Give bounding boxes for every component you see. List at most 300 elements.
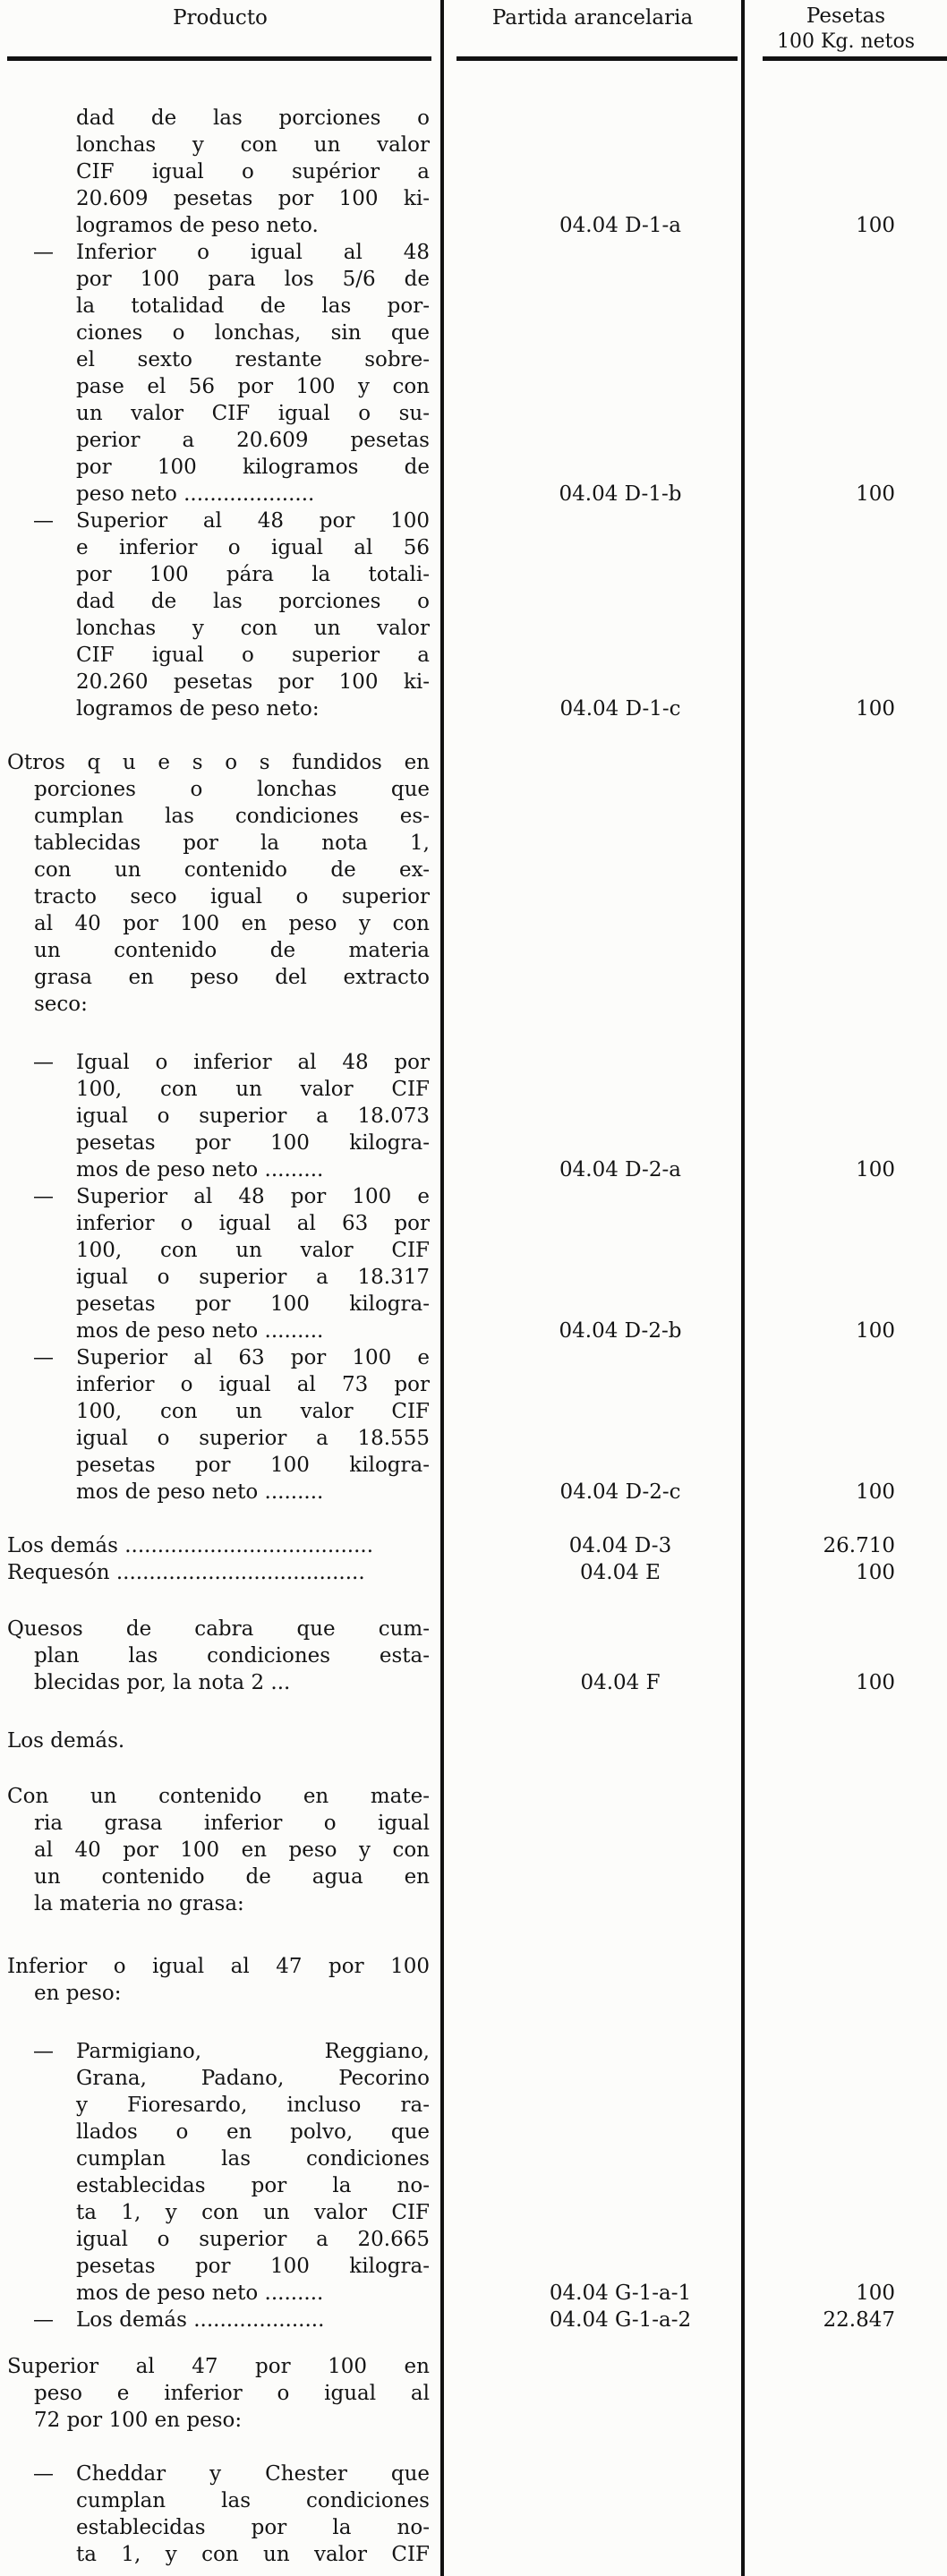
product-line-text: la materia no grasa: [34,1892,244,1915]
pesetas-cell [741,1616,947,1642]
product-line-text: ria grasa inferior o igual [34,1812,430,1835]
table-row [0,1532,947,1559]
partida-cell: 04.04 E [580,1561,661,1584]
pesetas-cell [741,2226,947,2253]
product-line-text: Con un contenido en mate- [7,1785,430,1808]
product-line-text: 72 por 100 en peso: [34,2409,243,2432]
product-cell [0,588,440,615]
dash-marker: — [33,1346,54,1369]
dash-marker: — [33,1185,54,1208]
pesetas-cell [741,1452,947,1479]
dash-marker: — [33,509,54,533]
table-row [0,1642,947,1669]
product-cell [0,749,440,776]
dash-marker: — [33,2462,54,2486]
table-row [0,266,947,293]
product-cell [0,1837,440,1864]
pesetas-cell: 100 [856,2282,895,2305]
product-cell [0,266,440,293]
pesetas-cell [741,158,947,185]
product-line-text: lonchas y con un valor [76,133,430,157]
product-line-text: 100, con un valor CIF [76,1078,430,1101]
header-partida-arancelaria: Partida arancelaria [491,6,694,30]
partida-cell [440,1398,741,1425]
product-line-text: Requesón ...................................... [7,1561,365,1584]
partida-cell [440,534,741,561]
product-cell [0,964,440,991]
product-line-text: Los demás ...................................... [7,1534,374,1557]
table-row [0,1237,947,1264]
table-row [0,1344,947,1371]
partida-cell: 04.04 G-1-a-2 [549,2308,692,2332]
product-cell [0,1642,440,1669]
product-line-text: Los demás .................... [76,2308,325,2332]
partida-cell: 04.04 F [580,1671,661,1694]
product-line-text: 100, con un valor CIF [76,1239,430,1262]
product-cell [0,2092,440,2119]
partida-cell [440,2172,741,2199]
product-cell [0,2461,440,2487]
pesetas-cell [741,1049,947,1076]
pesetas-cell: 100 [856,1158,895,1181]
table-row [0,1727,947,1754]
product-line-text: Superior al 48 por 100 e [76,1185,430,1208]
partida-cell [440,588,741,615]
partida-cell [440,266,741,293]
pesetas-cell [741,2541,947,2568]
product-cell [0,2145,440,2172]
product-cell [0,1130,440,1156]
partida-cell [440,1264,741,1291]
product-cell [0,2380,440,2407]
pesetas-cell [741,1890,947,1917]
partida-cell [440,642,741,669]
partida-cell [440,2092,741,2119]
pesetas-cell [741,185,947,212]
product-cell [0,1156,440,1183]
pesetas-cell: 100 [856,1561,895,1584]
product-line-text: un valor CIF igual o su- [76,402,430,425]
partida-cell [440,427,741,454]
product-line-text: CIF igual o superior a [76,644,430,667]
product-line-text: 20.609 pesetas por 100 ki- [76,187,430,210]
table-row [0,2353,947,2380]
pesetas-cell [741,2380,947,2407]
product-cell [0,427,440,454]
table-row [0,132,947,158]
product-cell [0,346,440,373]
partida-cell [440,1103,741,1130]
partida-cell [440,454,741,481]
partida-cell [440,2353,741,2380]
pesetas-cell [741,132,947,158]
table-row [0,346,947,373]
partida-cell [440,1371,741,1398]
pesetas-cell: 22.847 [823,2308,895,2332]
pesetas-cell [741,1980,947,2007]
header-producto: Producto [173,6,268,30]
table-row [0,1953,947,1980]
pesetas-cell [741,857,947,883]
partida-cell: 04.04 D-1-a [559,214,681,237]
partida-cell: 04.04 D-2-b [559,1319,682,1343]
product-cell [0,320,440,346]
partida-cell [440,669,741,695]
table-row [0,991,947,1018]
table-row [0,1616,947,1642]
pesetas-cell [741,2092,947,2119]
partida-cell [440,1837,741,1864]
partida-cell [440,293,741,320]
product-line-text: por 100 para los 5/6 de [76,268,430,291]
product-cell [0,1210,440,1237]
product-line-text: Superior al 48 por 100 [76,509,430,533]
partida-cell: 04.04 G-1-a-1 [549,2282,692,2305]
pesetas-cell [741,534,947,561]
header-rule-partida [456,56,738,61]
product-line-text: un contenido de materia [34,939,430,962]
product-line-text: mos de peso neto ......... [76,1319,324,1343]
pesetas-cell [741,346,947,373]
partida-cell [440,1076,741,1103]
partida-cell [440,508,741,534]
product-line-text: la totalidad de las por- [76,294,430,318]
product-cell [0,2065,440,2092]
partida-cell [440,2541,741,2568]
table-row [0,2145,947,2172]
partida-cell [440,883,741,910]
product-cell [0,776,440,803]
table-row [0,534,947,561]
product-line-text: cumplan las condiciones [76,2489,430,2512]
product-cell [0,1479,440,1506]
pesetas-cell [741,2407,947,2434]
table-row [0,2541,947,2568]
table-row [0,105,947,132]
product-line-text: mos de peso neto ......... [76,1480,324,1504]
table-row [0,2065,947,2092]
pesetas-cell [741,2353,947,2380]
table-row [0,695,947,722]
pesetas-cell: 100 [856,482,895,506]
product-line-text: 100, con un valor CIF [76,1400,430,1423]
partida-cell [440,561,741,588]
product-line-text: pesetas por 100 kilogra- [76,1292,430,1316]
partida-cell [440,1953,741,1980]
table-row [0,588,947,615]
table-row [0,320,947,346]
product-cell [0,2407,440,2434]
pesetas-cell [741,2065,947,2092]
pesetas-cell [741,1425,947,1452]
pesetas-cell [741,615,947,642]
product-cell [0,1559,440,1586]
partida-cell [440,1425,741,1452]
pesetas-cell [741,2172,947,2199]
table-row [0,1425,947,1452]
product-cell [0,1264,440,1291]
pesetas-cell [741,1076,947,1103]
header-rule-producto [7,56,431,61]
table-row [0,1398,947,1425]
partida-cell [440,2038,741,2065]
product-cell [0,185,440,212]
pesetas-cell [741,1953,947,1980]
product-cell [0,2541,440,2568]
product-cell [0,937,440,964]
pesetas-cell [741,2253,947,2280]
table-row [0,2199,947,2226]
product-cell [0,1291,440,1318]
product-cell [0,883,440,910]
table-row [0,1479,947,1506]
product-cell [0,1237,440,1264]
pesetas-cell [741,427,947,454]
pesetas-cell [741,1810,947,1837]
pesetas-cell [741,239,947,266]
product-cell [0,293,440,320]
pesetas-cell [741,910,947,937]
partida-cell [440,2461,741,2487]
partida-cell [440,910,741,937]
table-row [0,1452,947,1479]
partida-cell [440,1237,741,1264]
product-line-text: CIF igual o supérior a [76,160,430,183]
partida-cell [440,1864,741,1890]
table-row [0,454,947,481]
pesetas-cell [741,669,947,695]
product-line-text: cumplan las condiciones es- [34,805,430,828]
table-row [0,669,947,695]
partida-cell [440,2199,741,2226]
product-line-text: perior a 20.609 pesetas [76,429,430,452]
pesetas-cell [741,776,947,803]
pesetas-cell [741,1371,947,1398]
pesetas-cell [741,803,947,830]
table-row [0,427,947,454]
product-line-text: inferior o igual al 73 por [76,1373,430,1396]
pesetas-cell [741,1864,947,1890]
product-cell [0,1953,440,1980]
table-row [0,1210,947,1237]
partida-cell [440,1452,741,1479]
pesetas-cell [741,1183,947,1210]
table-row [0,1837,947,1864]
table-row [0,749,947,776]
product-line-text: igual o superior a 18.317 [76,1266,430,1289]
table-row [0,373,947,400]
pesetas-cell: 100 [856,1480,895,1504]
partida-cell [440,749,741,776]
pesetas-cell [741,1783,947,1810]
product-line-text: tablecidas por la nota 1, [34,832,430,855]
product-line-text: al 40 por 100 en peso y con [34,912,430,935]
product-line-text: cumplan las condiciones [76,2147,430,2171]
product-line-text: en peso: [34,1982,122,2005]
product-line-text: seco: [34,993,88,1016]
product-line-text: pesetas por 100 kilogra- [76,1454,430,1477]
table-row [0,830,947,857]
product-line-text: un contenido de agua en [34,1865,430,1889]
product-line-text: Cheddar y Chester que [76,2462,430,2486]
product-line-text: ciones o lonchas, sin que [76,321,430,345]
partida-cell [440,2145,741,2172]
product-line-text: plan las condiciones esta- [34,1644,430,1668]
pesetas-cell [741,2119,947,2145]
product-line-text: ta 1, y con un valor CIF [76,2543,430,2566]
product-cell [0,1398,440,1425]
pesetas-cell [741,1291,947,1318]
product-cell [0,1532,440,1559]
product-line-text: mos de peso neto ......... [76,2282,324,2305]
pesetas-cell [741,266,947,293]
product-cell [0,534,440,561]
header-pesetas-line2: 100 Kg. netos [776,30,916,53]
product-line-text: Grana, Padano, Pecorino [76,2067,430,2090]
partida-cell [440,2226,741,2253]
product-cell [0,857,440,883]
table-row [0,1318,947,1344]
table-row [0,508,947,534]
table-row [0,1291,947,1318]
table-row [0,964,947,991]
pesetas-cell [741,2199,947,2226]
partida-cell [440,2253,741,2280]
partida-cell [440,615,741,642]
product-cell [0,158,440,185]
table-row [0,2092,947,2119]
product-line-text: por 100 kilogramos de [76,456,430,479]
product-cell [0,1425,440,1452]
product-line-text: al 40 por 100 en peso y con [34,1838,430,1862]
product-cell [0,508,440,534]
pesetas-cell [741,883,947,910]
table-row [0,293,947,320]
pesetas-cell [741,1642,947,1669]
pesetas-cell [741,1130,947,1156]
partida-cell [440,1344,741,1371]
table-row [0,1264,947,1291]
dash-marker: — [33,2308,54,2332]
product-cell [0,2487,440,2514]
table-row [0,642,947,669]
pesetas-cell [741,964,947,991]
product-cell [0,400,440,427]
pesetas-cell [741,2145,947,2172]
pesetas-cell [741,937,947,964]
pesetas-cell [741,400,947,427]
pesetas-cell [741,373,947,400]
product-line-text: igual o superior a 18.555 [76,1427,430,1450]
pesetas-cell: 26.710 [823,1534,895,1557]
pesetas-cell [741,320,947,346]
product-cell [0,1076,440,1103]
product-line-text: ta 1, y con un valor CIF [76,2201,430,2224]
pesetas-cell [741,588,947,615]
table-row [0,1130,947,1156]
partida-cell [440,1783,741,1810]
table-row [0,1156,947,1183]
table-row [0,803,947,830]
pesetas-cell [741,2514,947,2541]
product-cell [0,373,440,400]
product-line-text: tracto seco igual o superior [34,885,430,908]
pesetas-cell [741,749,947,776]
table-row [0,1783,947,1810]
partida-cell [440,105,741,132]
partida-cell [440,2119,741,2145]
product-cell [0,1890,440,1917]
product-cell [0,212,440,239]
partida-cell: 04.04 D-3 [568,1534,672,1557]
table-row [0,883,947,910]
product-line-text: inferior o igual al 63 por [76,1212,430,1235]
pesetas-cell [741,642,947,669]
partida-cell [440,158,741,185]
pesetas-cell [741,830,947,857]
partida-cell [440,346,741,373]
pesetas-cell [741,1103,947,1130]
partida-cell: 04.04 D-1-c [559,697,681,721]
product-cell [0,910,440,937]
product-line-text: lonchas y con un valor [76,617,430,640]
table-row [0,615,947,642]
product-cell [0,1452,440,1479]
table-row [0,1076,947,1103]
product-line-text: Inferior o igual al 47 por 100 [7,1955,430,1978]
product-line-text: blecidas por, la nota 2 ... [34,1671,291,1694]
partida-cell [440,2514,741,2541]
pesetas-cell [741,561,947,588]
product-line-text: pesetas por 100 kilogra- [76,2255,430,2278]
product-line-text: el sexto restante sobre- [76,348,430,371]
partida-cell: 04.04 D-1-b [559,482,682,506]
pesetas-cell [741,1727,947,1754]
product-line-text: dad de las porciones o [76,590,430,613]
partida-cell [440,320,741,346]
partida-cell [440,1810,741,1837]
partida-cell [440,1642,741,1669]
product-cell [0,1049,440,1076]
partida-cell [440,1616,741,1642]
pesetas-cell [741,2038,947,2065]
table-row [0,2280,947,2307]
product-cell [0,561,440,588]
product-line-text: mos de peso neto ......... [76,1158,324,1181]
product-line-text: con un contenido de ex- [34,858,430,882]
table-row [0,937,947,964]
table-row [0,776,947,803]
table-row [0,1890,947,1917]
product-cell [0,695,440,722]
partida-cell [440,1130,741,1156]
pesetas-cell [741,293,947,320]
table-row [0,2487,947,2514]
table-row [0,857,947,883]
partida-cell: 04.04 D-2-a [559,1158,681,1181]
table-row [0,1559,947,1586]
product-line-text: e inferior o igual al 56 [76,536,430,559]
pesetas-cell [741,454,947,481]
partida-cell [440,964,741,991]
table-row [0,561,947,588]
product-cell [0,1810,440,1837]
product-line-text: Superior al 63 por 100 e [76,1346,430,1369]
table-row [0,1669,947,1696]
product-line-text: dad de las porciones o [76,107,430,130]
pesetas-cell: 100 [856,214,895,237]
rows [0,105,947,2568]
